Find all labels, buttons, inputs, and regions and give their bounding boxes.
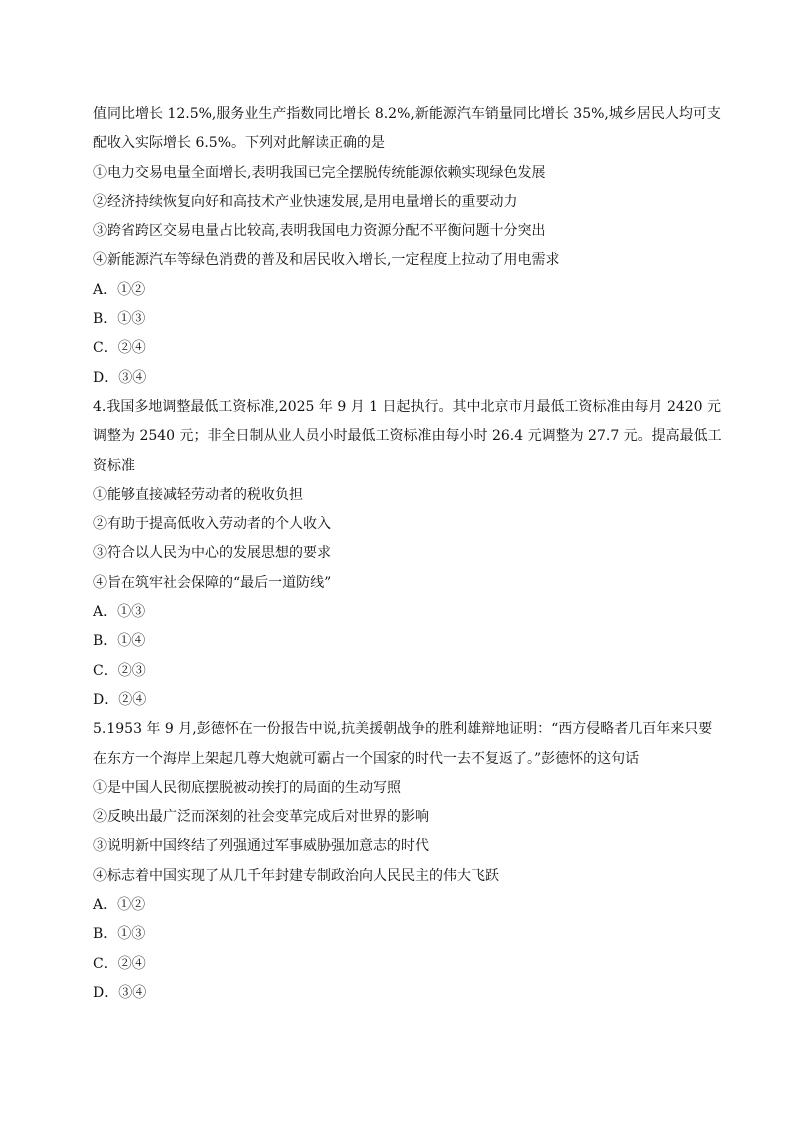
question-5-stem-line-2: 在东方一个海岸上架起几尊大炮就可霸占一个国家的时代一去不复返了。”彭德怀的这句话 xyxy=(93,750,640,767)
question-5-statement-3: ③说明新中国终结了列强通过军事威胁强加意志的时代 xyxy=(93,838,429,855)
exam-content xyxy=(93,100,722,1008)
question-3-statement-2: ②经济持续恢复向好和高技术产业快速发展,是用电量增长的重要动力 xyxy=(93,193,518,210)
question-3-option-c: C．②④ xyxy=(93,340,146,357)
question-5-statement-4: ④标志着中国实现了从几千年封建专制政治向人民民主的伟大飞跃 xyxy=(93,867,499,884)
question-4-statement-3: ③符合以人民为中心的发展思想的要求 xyxy=(93,545,331,562)
question-4-option-d: D．②④ xyxy=(93,691,147,708)
question-3-statement-3: ③跨省跨区交易电量占比较高,表明我国电力资源分配不平衡问题十分突出 xyxy=(93,223,546,240)
question-3-stem-line-2: 配收入实际增长 6.5%。下列对此解读正确的是 xyxy=(93,135,386,152)
question-4-statement-2: ②有助于提高低收入劳动者的个人收入 xyxy=(93,516,331,533)
question-3-option-a: A．①② xyxy=(93,281,146,298)
question-3-option-d: D．③④ xyxy=(93,369,147,386)
question-4-stem-line-2: 调整为 2540 元；非全日制从业人员小时最低工资标准由每小时 26.4 元调整为 27.7 元。提高最低工 xyxy=(93,428,722,445)
question-3-stem-line-1: 值同比增长 12.5%,服务业生产指数同比增长 8.2%,新能源汽车销量同比增长 35%,城乡居民人均可支 xyxy=(93,106,721,122)
question-4-stem-line-3: 资标准 xyxy=(93,457,135,474)
question-4-statement-1: ①能够直接减轻劳动者的税收负担 xyxy=(93,486,303,503)
question-4-option-c: C．②③ xyxy=(93,662,146,679)
question-5-option-b: B．①③ xyxy=(93,926,146,943)
question-5-option-d: D．③④ xyxy=(93,984,147,1001)
question-4-stem-line-1: 4.我国多地调整最低工资标准,2025 年 9 月 1 日起执行。其中北京市月最低工资标准由每月 2420 元 xyxy=(93,398,722,415)
question-5-statement-2: ②反映出最广泛而深刻的社会变革完成后对世界的影响 xyxy=(93,809,429,826)
question-5-option-a: A．①② xyxy=(93,897,146,914)
question-3 xyxy=(93,100,721,393)
question-4 xyxy=(93,393,722,715)
question-3-statement-4: ④新能源汽车等绿色消费的普及和居民收入增长,一定程度上拉动了用电需求 xyxy=(93,252,560,269)
question-4-option-b: B．①④ xyxy=(93,633,146,650)
question-5 xyxy=(93,715,713,1008)
question-5-option-c: C．②④ xyxy=(93,955,146,972)
question-4-option-a: A．①③ xyxy=(93,604,146,621)
question-4-statement-4: ④旨在筑牢社会保障的“最后一道防线” xyxy=(93,574,332,591)
question-5-statement-1: ①是中国人民彻底摆脱被动挨打的局面的生动写照 xyxy=(93,779,401,796)
question-5-stem-line-1: 5.1953 年 9 月,彭德怀在一份报告中说,抗美援朝战争的胜利雄辩地证明：“西方侵略者几百年来只要 xyxy=(93,721,713,738)
question-3-statement-1: ①电力交易电量全面增长,表明我国已完全摆脱传统能源依赖实现绿色发展 xyxy=(93,164,546,181)
question-3-option-b: B．①③ xyxy=(93,311,146,328)
